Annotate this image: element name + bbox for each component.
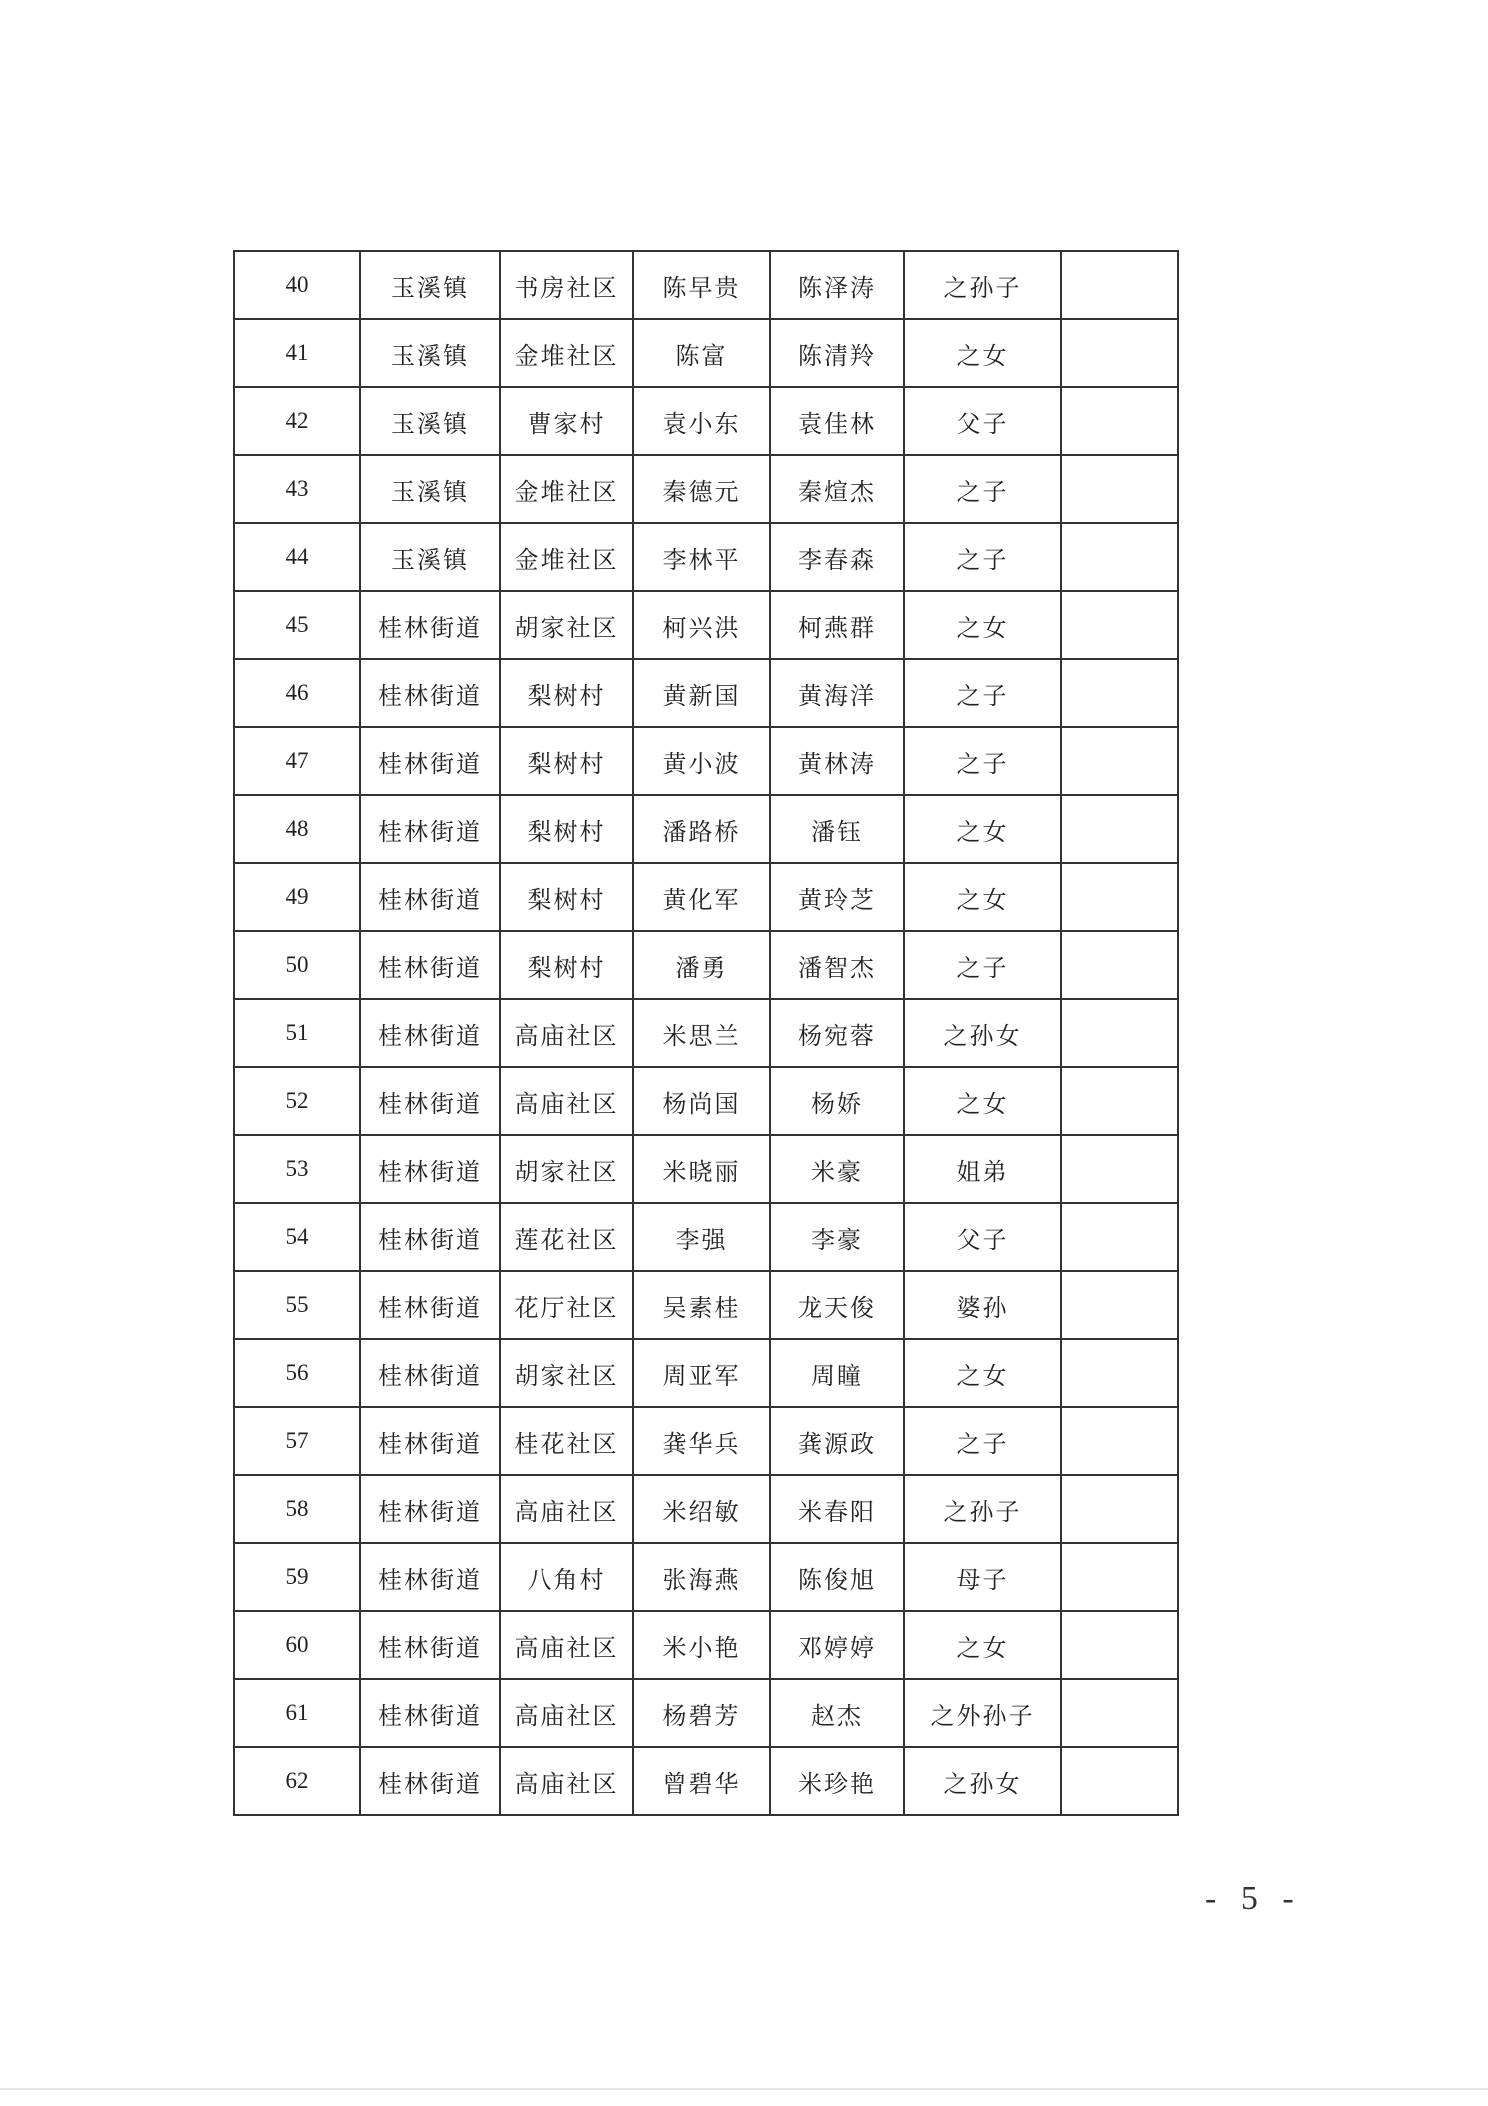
cell-name-secondary: 龙天俊 (770, 1271, 904, 1339)
cell-town: 玉溪镇 (360, 251, 500, 319)
cell-note (1061, 1611, 1178, 1679)
cell-number: 49 (234, 863, 360, 931)
cell-name-primary: 龚华兵 (633, 1407, 770, 1475)
cell-number: 54 (234, 1203, 360, 1271)
cell-name-secondary: 李春森 (770, 523, 904, 591)
cell-town: 桂林街道 (360, 1679, 500, 1747)
cell-number: 51 (234, 999, 360, 1067)
cell-note (1061, 931, 1178, 999)
cell-name-secondary: 秦煊杰 (770, 455, 904, 523)
records-table (233, 250, 1179, 1816)
cell-town: 桂林街道 (360, 795, 500, 863)
cell-number: 61 (234, 1679, 360, 1747)
cell-name-primary: 李强 (633, 1203, 770, 1271)
cell-relation: 之女 (904, 1067, 1061, 1135)
cell-relation: 之子 (904, 1407, 1061, 1475)
cell-name-primary: 米思兰 (633, 999, 770, 1067)
cell-name-primary: 黄小波 (633, 727, 770, 795)
cell-name-secondary: 杨宛蓉 (770, 999, 904, 1067)
cell-note (1061, 1203, 1178, 1271)
table-row (234, 455, 1178, 523)
cell-name-primary: 陈富 (633, 319, 770, 387)
cell-name-secondary: 黄玲芝 (770, 863, 904, 931)
cell-town: 桂林街道 (360, 1067, 500, 1135)
cell-name-secondary: 杨娇 (770, 1067, 904, 1135)
cell-name-primary: 张海燕 (633, 1543, 770, 1611)
cell-relation: 之外孙子 (904, 1679, 1061, 1747)
cell-village: 书房社区 (500, 251, 633, 319)
cell-number: 42 (234, 387, 360, 455)
cell-name-secondary: 潘钰 (770, 795, 904, 863)
cell-village: 梨树村 (500, 795, 633, 863)
cell-town: 玉溪镇 (360, 523, 500, 591)
cell-note (1061, 1543, 1178, 1611)
table-row (234, 931, 1178, 999)
table-row (234, 1203, 1178, 1271)
cell-number: 48 (234, 795, 360, 863)
table-row (234, 1543, 1178, 1611)
cell-village: 高庙社区 (500, 1747, 633, 1815)
cell-note (1061, 1407, 1178, 1475)
table-row (234, 1271, 1178, 1339)
cell-note (1061, 1679, 1178, 1747)
cell-village: 金堆社区 (500, 523, 633, 591)
cell-note (1061, 795, 1178, 863)
cell-note (1061, 863, 1178, 931)
table-row (234, 1067, 1178, 1135)
cell-town: 玉溪镇 (360, 387, 500, 455)
cell-village: 梨树村 (500, 659, 633, 727)
records-table-body (234, 251, 1178, 1815)
cell-relation: 之女 (904, 1611, 1061, 1679)
cell-town: 桂林街道 (360, 1203, 500, 1271)
cell-village: 高庙社区 (500, 999, 633, 1067)
cell-village: 梨树村 (500, 931, 633, 999)
cell-name-primary: 黄化军 (633, 863, 770, 931)
cell-relation: 之女 (904, 591, 1061, 659)
cell-town: 桂林街道 (360, 1747, 500, 1815)
cell-name-primary: 秦德元 (633, 455, 770, 523)
table-row (234, 795, 1178, 863)
table-row (234, 1611, 1178, 1679)
cell-name-secondary: 周瞳 (770, 1339, 904, 1407)
cell-number: 47 (234, 727, 360, 795)
cell-relation: 之孙女 (904, 1747, 1061, 1815)
cell-relation: 之子 (904, 523, 1061, 591)
table-row (234, 863, 1178, 931)
cell-note (1061, 455, 1178, 523)
cell-number: 57 (234, 1407, 360, 1475)
cell-relation: 母子 (904, 1543, 1061, 1611)
cell-number: 62 (234, 1747, 360, 1815)
cell-name-primary: 吴素桂 (633, 1271, 770, 1339)
cell-note (1061, 659, 1178, 727)
table-row (234, 251, 1178, 319)
cell-village: 胡家社区 (500, 591, 633, 659)
cell-name-secondary: 陈泽涛 (770, 251, 904, 319)
cell-village: 金堆社区 (500, 455, 633, 523)
table-row (234, 1475, 1178, 1543)
table-row (234, 1407, 1178, 1475)
cell-number: 58 (234, 1475, 360, 1543)
cell-number: 45 (234, 591, 360, 659)
cell-relation: 之孙子 (904, 251, 1061, 319)
cell-name-primary: 周亚军 (633, 1339, 770, 1407)
cell-village: 八角村 (500, 1543, 633, 1611)
cell-town: 桂林街道 (360, 1407, 500, 1475)
cell-name-primary: 陈早贵 (633, 251, 770, 319)
cell-name-primary: 黄新国 (633, 659, 770, 727)
cell-name-secondary: 米珍艳 (770, 1747, 904, 1815)
cell-number: 60 (234, 1611, 360, 1679)
cell-name-secondary: 陈俊旭 (770, 1543, 904, 1611)
cell-town: 玉溪镇 (360, 455, 500, 523)
cell-relation: 之女 (904, 319, 1061, 387)
cell-note (1061, 1271, 1178, 1339)
table-row (234, 1339, 1178, 1407)
cell-village: 高庙社区 (500, 1679, 633, 1747)
cell-name-secondary: 黄海洋 (770, 659, 904, 727)
cell-name-primary: 米小艳 (633, 1611, 770, 1679)
cell-relation: 之子 (904, 455, 1061, 523)
cell-number: 59 (234, 1543, 360, 1611)
cell-relation: 婆孙 (904, 1271, 1061, 1339)
table-row (234, 999, 1178, 1067)
cell-relation: 姐弟 (904, 1135, 1061, 1203)
cell-note (1061, 1067, 1178, 1135)
cell-town: 桂林街道 (360, 1611, 500, 1679)
cell-name-secondary: 赵杰 (770, 1679, 904, 1747)
cell-note (1061, 523, 1178, 591)
cell-relation: 之孙子 (904, 1475, 1061, 1543)
table-row (234, 387, 1178, 455)
cell-town: 桂林街道 (360, 591, 500, 659)
cell-relation: 之子 (904, 659, 1061, 727)
table-row (234, 727, 1178, 795)
cell-number: 44 (234, 523, 360, 591)
cell-town: 桂林街道 (360, 659, 500, 727)
cell-name-secondary: 龚源政 (770, 1407, 904, 1475)
cell-name-primary: 米晓丽 (633, 1135, 770, 1203)
cell-name-primary: 曾碧华 (633, 1747, 770, 1815)
cell-name-primary: 潘路桥 (633, 795, 770, 863)
cell-village: 高庙社区 (500, 1611, 633, 1679)
footer-divider (0, 2088, 1488, 2090)
page-number: - 5 - (1205, 1880, 1302, 1917)
cell-note (1061, 591, 1178, 659)
cell-name-primary: 柯兴洪 (633, 591, 770, 659)
cell-relation: 之孙女 (904, 999, 1061, 1067)
cell-note (1061, 387, 1178, 455)
table-row (234, 319, 1178, 387)
cell-relation: 之女 (904, 795, 1061, 863)
cell-name-secondary: 潘智杰 (770, 931, 904, 999)
cell-village: 胡家社区 (500, 1339, 633, 1407)
cell-town: 桂林街道 (360, 863, 500, 931)
cell-name-secondary: 米春阳 (770, 1475, 904, 1543)
cell-note (1061, 1135, 1178, 1203)
cell-number: 43 (234, 455, 360, 523)
cell-relation: 之子 (904, 931, 1061, 999)
cell-name-primary: 李林平 (633, 523, 770, 591)
cell-town: 桂林街道 (360, 1339, 500, 1407)
cell-village: 曹家村 (500, 387, 633, 455)
cell-note (1061, 251, 1178, 319)
cell-note (1061, 727, 1178, 795)
table-row (234, 591, 1178, 659)
cell-relation: 之女 (904, 863, 1061, 931)
cell-town: 桂林街道 (360, 727, 500, 795)
cell-name-secondary: 邓婷婷 (770, 1611, 904, 1679)
cell-relation: 之女 (904, 1339, 1061, 1407)
table-row (234, 523, 1178, 591)
cell-note (1061, 1339, 1178, 1407)
cell-village: 胡家社区 (500, 1135, 633, 1203)
table-row (234, 1135, 1178, 1203)
cell-village: 高庙社区 (500, 1067, 633, 1135)
cell-name-secondary: 袁佳林 (770, 387, 904, 455)
cell-town: 桂林街道 (360, 1475, 500, 1543)
cell-town: 桂林街道 (360, 1271, 500, 1339)
cell-name-primary: 袁小东 (633, 387, 770, 455)
cell-name-secondary: 柯燕群 (770, 591, 904, 659)
cell-town: 桂林街道 (360, 1543, 500, 1611)
cell-relation: 之子 (904, 727, 1061, 795)
cell-note (1061, 999, 1178, 1067)
cell-name-primary: 杨碧芳 (633, 1679, 770, 1747)
cell-note (1061, 1475, 1178, 1543)
cell-village: 高庙社区 (500, 1475, 633, 1543)
cell-number: 53 (234, 1135, 360, 1203)
cell-village: 桂花社区 (500, 1407, 633, 1475)
cell-note (1061, 319, 1178, 387)
cell-number: 50 (234, 931, 360, 999)
cell-name-secondary: 黄林涛 (770, 727, 904, 795)
cell-number: 41 (234, 319, 360, 387)
cell-town: 桂林街道 (360, 1135, 500, 1203)
cell-town: 玉溪镇 (360, 319, 500, 387)
cell-village: 金堆社区 (500, 319, 633, 387)
cell-name-secondary: 李豪 (770, 1203, 904, 1271)
records-table-container (233, 250, 1177, 1816)
cell-name-secondary: 陈清羚 (770, 319, 904, 387)
cell-number: 52 (234, 1067, 360, 1135)
table-row (234, 1747, 1178, 1815)
table-row (234, 659, 1178, 727)
cell-town: 桂林街道 (360, 931, 500, 999)
cell-name-primary: 米绍敏 (633, 1475, 770, 1543)
cell-name-secondary: 米豪 (770, 1135, 904, 1203)
cell-number: 40 (234, 251, 360, 319)
cell-number: 55 (234, 1271, 360, 1339)
cell-number: 46 (234, 659, 360, 727)
cell-name-primary: 杨尚国 (633, 1067, 770, 1135)
cell-relation: 父子 (904, 387, 1061, 455)
cell-town: 桂林街道 (360, 999, 500, 1067)
cell-village: 梨树村 (500, 727, 633, 795)
cell-village: 花厅社区 (500, 1271, 633, 1339)
cell-number: 56 (234, 1339, 360, 1407)
table-row (234, 1679, 1178, 1747)
cell-name-primary: 潘勇 (633, 931, 770, 999)
cell-village: 莲花社区 (500, 1203, 633, 1271)
cell-relation: 父子 (904, 1203, 1061, 1271)
cell-note (1061, 1747, 1178, 1815)
cell-village: 梨树村 (500, 863, 633, 931)
